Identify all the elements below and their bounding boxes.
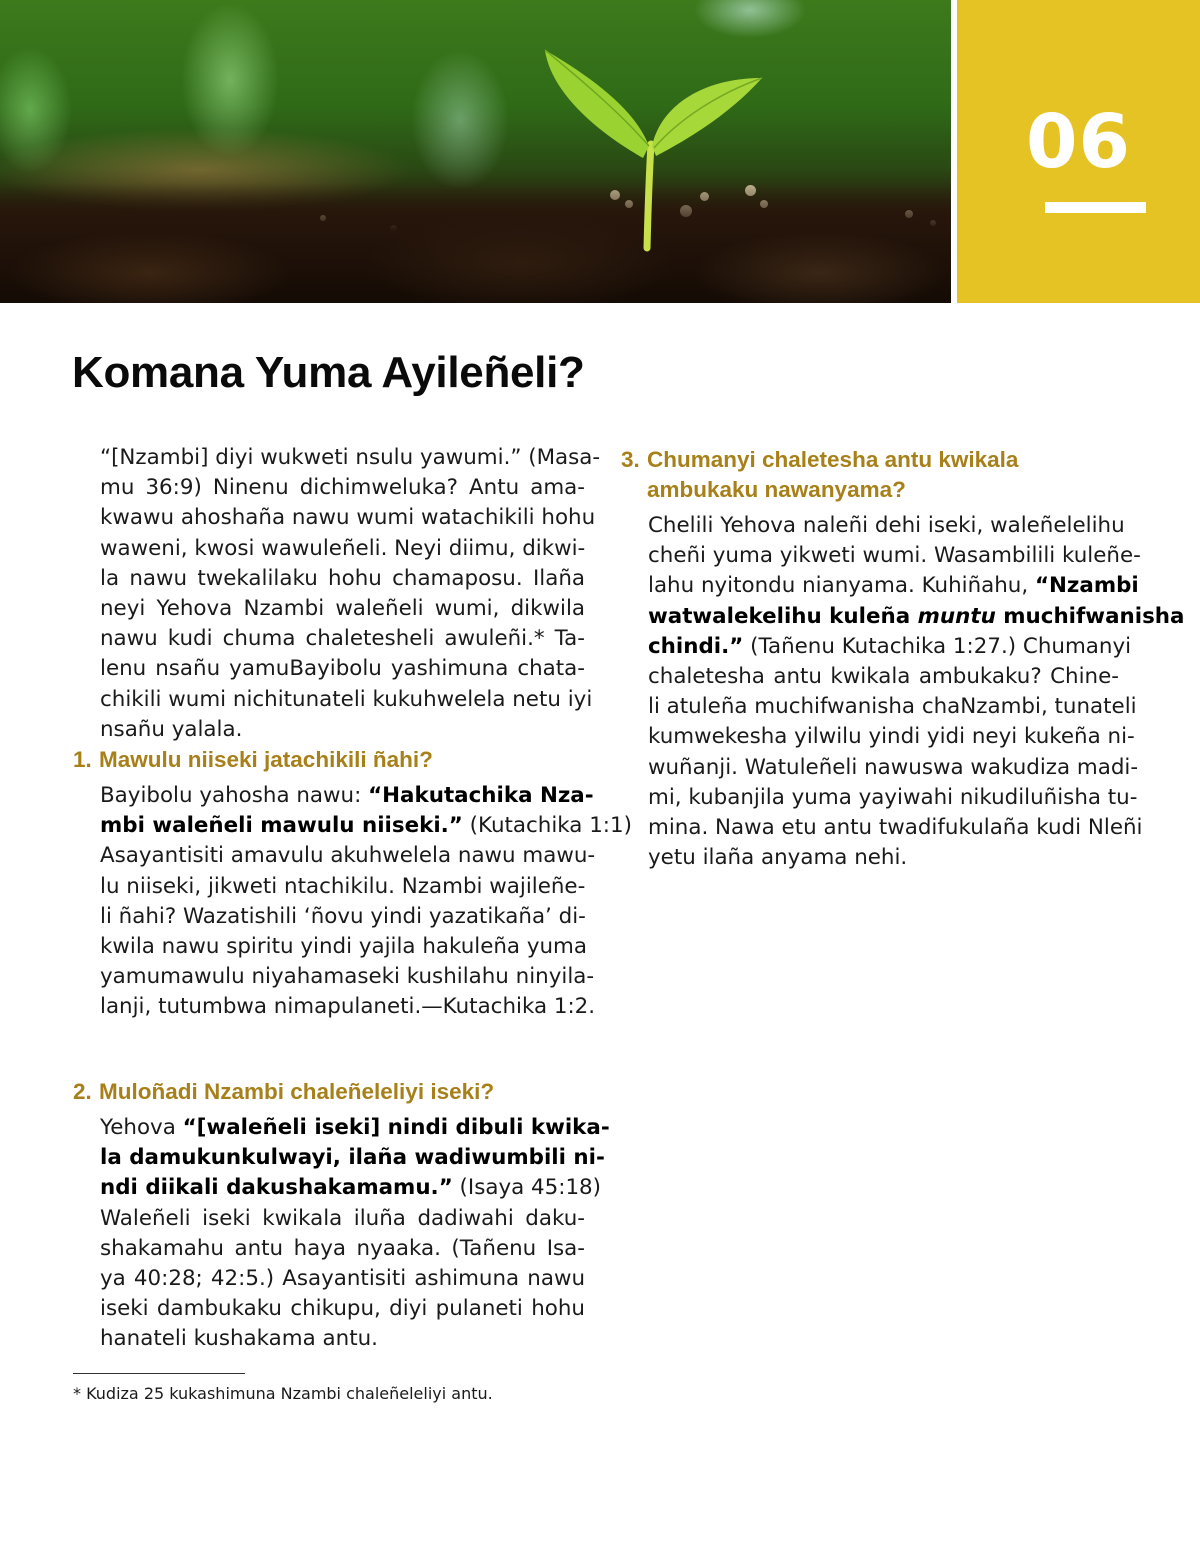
section-number: 3. [621, 447, 640, 472]
text-segment: Bayibolu yahosha nawu: [100, 783, 369, 808]
text-line: mu 36:9) Ninenu dichimweluka? Antu ama- [100, 475, 585, 501]
text-segment: lu niiseki, jikweti ntachikilu. Nzambi wajileñe- [100, 873, 586, 899]
section-heading [73, 745, 585, 775]
text-segment: yetu ilaña anyama nehi. [648, 845, 908, 871]
text-line: lenu nsañu yamuBayibolu yashimuna chata- [100, 656, 585, 682]
text-line: nawu kudi chuma chaletesheli awuleñi.* Ta- [100, 626, 585, 652]
text-segment: kumwekesha yilwilu yindi yidi neyi kukeña ni- [648, 724, 1135, 750]
text-line [100, 1264, 585, 1294]
bold-text: muntu [917, 603, 996, 629]
text-segment: Waleñeli iseki kwikala iluña dadiwahi daku- [100, 1205, 585, 1231]
text-line [100, 1234, 585, 1264]
text-line [648, 571, 1139, 601]
seedling-icon [530, 48, 780, 258]
section-heading-text: Chumanyi chaletesha antu kwikala [647, 447, 1019, 472]
text-line [648, 602, 1185, 632]
section-body [621, 511, 1185, 873]
section-heading-text: Mawulu niiseki jatachikili ñahi? [99, 747, 433, 772]
bold-text: chindi.” [648, 633, 744, 659]
text-line [100, 1143, 605, 1173]
text-line [648, 813, 1143, 843]
text-line [648, 511, 1125, 541]
bold-text: mbi waleñeli mawulu niiseki.” [100, 813, 463, 839]
text-segment: Yehova [100, 1115, 183, 1140]
text-segment: yamumawulu niyahamaseki kushilahu ninyila- [100, 964, 595, 990]
chapter-number: 06 [1026, 99, 1131, 185]
bold-text: “[waleñeli iseki] nindi dibuli kwika- [182, 1115, 610, 1140]
text-segment: lahu nyitondu nianyama. Kuhiñahu, [648, 573, 1035, 599]
bold-text: muchifwanisha [995, 603, 1185, 629]
text-line [100, 811, 632, 841]
text-line [648, 722, 1135, 752]
chapter-underline [1045, 202, 1146, 213]
text-line: nsañu yalala. [100, 716, 243, 742]
text-line [648, 692, 1137, 722]
text-line [100, 932, 588, 962]
text-line [100, 992, 596, 1022]
bold-text: ndi diikali dakushakamamu.” [100, 1175, 453, 1201]
footnote: * Kudiza 25 kukashimuna Nzambi chaleñeleliyi antu. [73, 1384, 493, 1403]
text-line [100, 1113, 610, 1143]
chapter-badge [957, 0, 1200, 303]
text-segment: li ñahi? Wazatishili ‘ñovu yindi yazatikaña’ di- [100, 903, 586, 929]
text-line [100, 1173, 602, 1203]
text-segment: (Kutachika 1:1) [462, 813, 632, 839]
section-heading [73, 1077, 585, 1107]
text-line [648, 541, 1141, 571]
section-number: 1. [73, 747, 92, 772]
text-segment: lanji, tutumbwa nimapulaneti.—Kutachika 1:2. [100, 994, 596, 1020]
text-segment: mina. Nawa etu antu twadifukulaña kudi Nleñi [648, 814, 1143, 840]
text-segment: cheñi yuma yikweti wumi. Wasambilili kuleñe- [648, 543, 1141, 569]
text-line [100, 962, 595, 992]
intro-paragraph [100, 443, 601, 745]
text-line: kwawu ahoshaña nawu wumi watachikili hohu [100, 505, 596, 531]
text-line: waweni, kwosi wawuleñeli. Neyi diimu, dikwi- [100, 535, 586, 561]
text-line [100, 1294, 585, 1324]
text-line [100, 1324, 585, 1354]
section-body [73, 781, 632, 1023]
text-segment: li atuleña muchifwanisha chaNzambi, tunateli [648, 694, 1137, 720]
section-1 [73, 745, 632, 1023]
text-line [100, 781, 594, 811]
text-line [100, 872, 585, 902]
text-segment: chaletesha antu kwikala ambukaku? Chine- [648, 663, 1119, 689]
text-segment: kwila nawu spiritu yindi yajila hakuleña yuma [100, 933, 588, 959]
text-line [648, 753, 1139, 783]
text-line [648, 632, 1132, 662]
soil [0, 183, 951, 303]
text-segment: wuñanji. Watuleñeli nawuswa wakudiza madi- [648, 754, 1139, 780]
text-segment: iseki dambukaku chikupu, diyi pulaneti hohu [100, 1296, 585, 1322]
text-line: neyi Yehova Nzambi waleñeli wumi, dikwila [100, 595, 585, 621]
bold-text: “Nzambi [1034, 573, 1139, 599]
text-line [648, 662, 1119, 692]
section-number: 2. [73, 1079, 92, 1104]
section-body [73, 1113, 610, 1355]
footnote-divider [73, 1373, 245, 1374]
hero-image [0, 0, 951, 303]
text-line [100, 1204, 585, 1234]
bold-text: watwalekelihu kuleña [648, 603, 918, 629]
text-segment: shakamahu antu haya nyaaka. (Tañenu Isa- [100, 1235, 585, 1261]
text-segment: Chelili Yehova naleñi dehi iseki, waleñelelihu [648, 513, 1125, 538]
text-line [100, 902, 585, 932]
text-segment: Asayantisiti amavulu akuhwelela nawu mawu- [100, 843, 596, 869]
section-heading-text: ambukaku nawanyama? [647, 477, 906, 502]
text-line [100, 841, 596, 871]
text-line: “[Nzambi] diyi wukweti nsulu yawumi.” (Masa- [100, 445, 601, 470]
text-line [648, 843, 1119, 873]
section-3 [621, 445, 1185, 873]
section-heading [621, 445, 1119, 505]
text-segment: (Isaya 45:18) [452, 1175, 602, 1201]
text-line [648, 783, 1138, 813]
text-segment: mi, kubanjila yuma yayiwahi nikudiluñisha tu- [648, 784, 1138, 810]
text-line: la nawu twekalilaku hohu chamaposu. Ilaña [100, 565, 585, 591]
text-line: chikili wumi nichitunateli kukuhwelela netu iyi [100, 686, 593, 712]
text-segment: ya 40:28; 42:5.) Asayantisiti ashimuna nawu [100, 1265, 585, 1291]
bold-text: “Hakutachika Nza- [368, 783, 594, 808]
page-title: Komana Yuma Ayileñeli? [72, 348, 585, 397]
bold-text: la damukunkulwayi, ilaña wadiwumbili ni- [100, 1145, 605, 1171]
text-segment: (Tañenu Kutachika 1:27.) Chumanyi [743, 633, 1132, 659]
section-2 [73, 1077, 610, 1355]
section-heading-text: Muloñadi Nzambi chaleñeleliyi iseki? [99, 1079, 495, 1104]
text-segment: hanateli kushakama antu. [100, 1326, 378, 1352]
